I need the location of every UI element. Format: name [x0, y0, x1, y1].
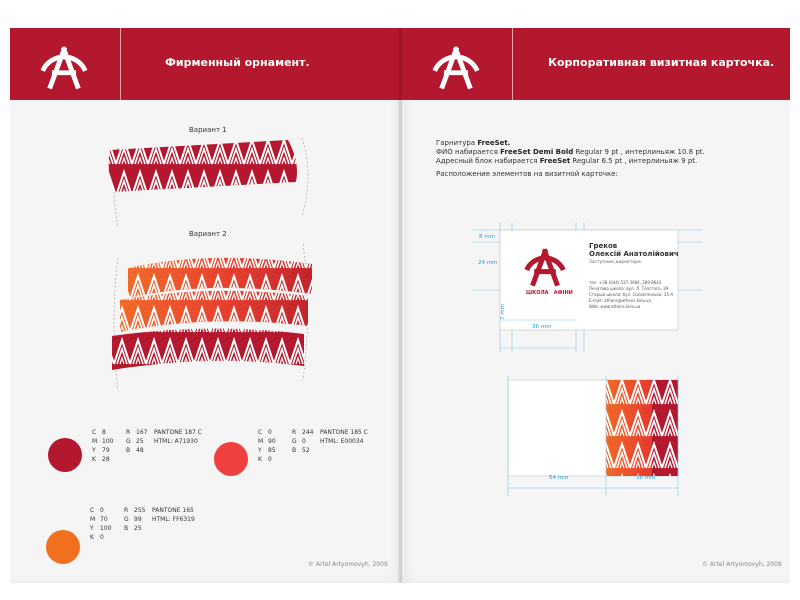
card-name-line1: Греков	[589, 242, 618, 250]
swatch1-rgb-values: 167 25 48	[136, 429, 148, 454]
dim-width: 36 mm	[532, 324, 552, 330]
brand-logo-icon	[35, 36, 93, 94]
layout-caption: Расположение элементов на визитной карточке:	[436, 170, 618, 178]
card-name-line2: Олексій Анатолійович	[589, 250, 679, 258]
swatch2-cmyk-labels: C M Y K	[258, 429, 264, 463]
swatch3-rgb-values: 255 99 25	[134, 507, 146, 532]
dim-back-right: 36 mm	[636, 475, 656, 481]
right-header-band	[402, 28, 790, 100]
swatch2-rgb-labels: R G B	[292, 429, 297, 454]
page-title: Фирменный орнамент.	[165, 56, 310, 69]
left-footer: © Artel Artyomovyh, 2009	[308, 561, 388, 568]
variant1-label: Вариант 1	[189, 126, 227, 134]
brand-logo	[10, 28, 120, 100]
dim-back-left: 54 mm	[549, 475, 569, 481]
card-brand-line: ШКОЛА АФІНИ	[526, 290, 573, 296]
fio-line: ФИО набирается FreeSet Demi Bold Regular 9 pt , интерлиньяж 10.8 pt.	[436, 148, 705, 156]
brand-logo-icon	[427, 36, 485, 94]
right-page	[402, 28, 790, 583]
swatch1-cmyk-values: 8 100 79 28	[102, 429, 114, 463]
header-divider	[120, 28, 121, 100]
dim-logo: 24 mm	[478, 260, 498, 266]
swatch1-cmyk-labels: C M Y K	[92, 429, 98, 463]
swatch1-rgb-labels: R G B	[126, 429, 131, 454]
swatch2-pantone: PANTONE 185 C	[320, 429, 368, 436]
swatch2-rgb-values: 244 0 52	[302, 429, 314, 454]
swatch2-cmyk-values: 0 90 85 0	[268, 429, 276, 463]
color-swatch-brand-red	[48, 438, 82, 472]
card-position: Заступник директора	[589, 260, 641, 265]
dim-bottom: 7 mm	[500, 304, 506, 320]
address-line: Адресный блок набирается FreeSet Regular 6.5 pt , интерлиньяж 9 pt.	[436, 157, 698, 165]
typeface-line: Гарнитура FreeSet.	[436, 139, 511, 147]
color-swatch-orange	[46, 530, 80, 564]
swatch3-rgb-labels: R G B	[124, 507, 129, 532]
swatch3-html: HTML: FF6319	[152, 516, 195, 523]
right-footer: © Artel Artyomovyh, 2009	[702, 561, 782, 568]
card-back	[502, 376, 692, 496]
swatch3-pantone: PANTONE 165	[152, 507, 194, 514]
brand-logo-right	[402, 28, 512, 100]
dim-top: 8 mm	[479, 234, 495, 240]
page-title: Корпоративная визитная карточка.	[548, 56, 775, 69]
ornament-variant1	[100, 136, 320, 228]
left-page	[10, 28, 402, 583]
left-header-band	[10, 28, 402, 100]
card-logo-icon	[520, 240, 570, 290]
swatch2-html: HTML: E00034	[320, 438, 364, 445]
header-divider	[512, 28, 513, 100]
card-address: тел. +38 (044) 537 3684, 289 8643 Печатова школа: вул. Л. Толстого, 39 Старша школа: бул. Солом'янська, 35-А E-mail: athens@athens.kiev.ua Web: www.athens.kiev.ua	[589, 280, 674, 309]
swatch1-html: HTML: A71930	[154, 438, 198, 445]
swatch3-cmyk-labels: C M Y K	[90, 507, 96, 541]
color-swatch-red	[214, 442, 248, 476]
ornament-variant2	[98, 240, 323, 400]
swatch3-cmyk-values: 0 70 100 0	[100, 507, 112, 541]
swatch1-pantone: PANTONE 187 C	[154, 429, 202, 436]
variant2-label: Вариант 2	[189, 230, 227, 238]
